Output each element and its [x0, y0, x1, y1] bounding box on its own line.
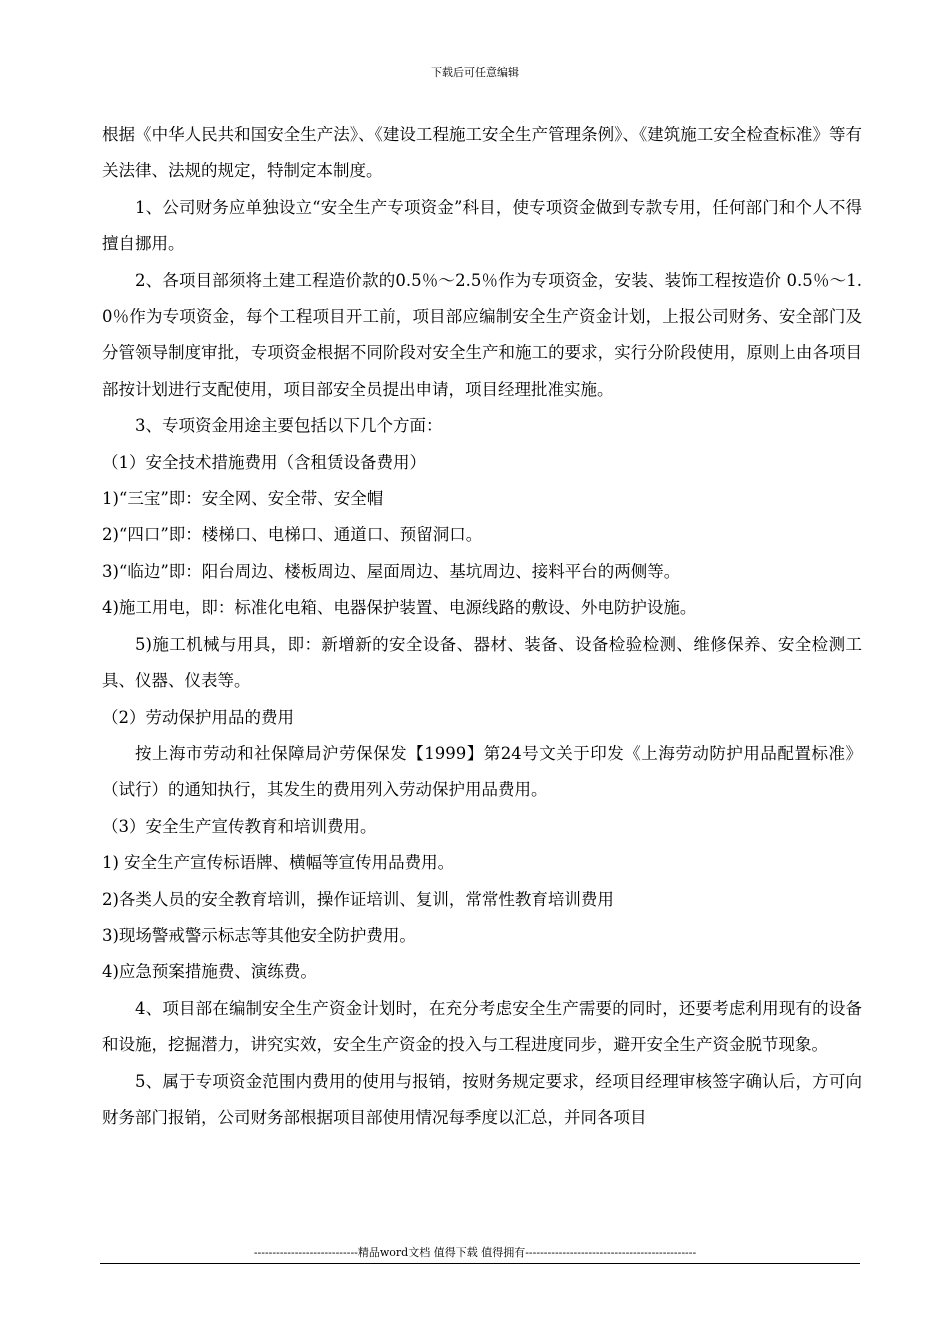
- list-item: 4)应急预案措施费、演练费。: [102, 962, 317, 982]
- list-item: 3)“临边”即：阳台周边、楼板周边、屋面周边、基坑周边、接料平台的两侧等。: [102, 561, 681, 581]
- paragraph-item-4: 4、项目部在编制安全生产资金计划时，在充分考虑安全生产需要的同时，还要考虑利用现有的设备和设施，挖掘潜力，讲究实效，安全生产资金的投入与工程进度同步，避开安全生产资金脱节现象。: [102, 998, 862, 1055]
- subheading-3: （3）安全生产宣传教育和培训费用。: [102, 816, 377, 836]
- footer-divider: [100, 1263, 860, 1264]
- document-body: [102, 117, 862, 1136]
- paragraph-labor-protection: 按上海市劳动和社保障局沪劳保保发【1999】第24号文关于印发《上海劳动防护用品配置标准》（试行）的通知执行，其发生的费用列入劳动保护用品费用。: [102, 743, 862, 800]
- list-item: 1) 安全生产宣传标语牌、横幅等宣传用品费用。: [102, 853, 455, 873]
- list-item: 1)“三宝”即：安全网、安全带、安全帽: [102, 489, 384, 509]
- list-item: 2)各类人员的安全教育培训，操作证培训、复训，常常性教育培训费用: [102, 889, 614, 909]
- list-item: 2)“四口”即：楼梯口、电梯口、通道口、预留洞口。: [102, 525, 483, 545]
- list-item: 5)施工机械与用具，即：新增新的安全设备、器材、装备、设备检验检测、维修保养、安全检测工具、仪器、仪表等。: [102, 634, 862, 691]
- paragraph-item-1: 1、公司财务应单独设立“安全生产专项资金”科目，使专项资金做到专款专用，任何部门和个人不得擅自挪用。: [102, 197, 862, 254]
- subheading-2: （2）劳动保护用品的费用: [102, 707, 294, 727]
- paragraph-item-5: 5、属于专项资金范围内费用的使用与报销，按财务规定要求，经项目经理审核签字确认后，方可向财务部门报销，公司财务部根据项目部使用情况每季度以汇总，并同各项目: [102, 1071, 862, 1127]
- paragraph-item-2: 2、各项目部须将土建工程造价款的0.5％～2.5％作为专项资金，安装、装饰工程按造价 0.5％～1.0％作为专项资金，每个工程项目开工前，项目部应编制安全生产资金计划，上报公司财务、安全部门及分管领导制度审批，专项资金根据不同阶段对安全生产和施工的要求，实行分阶段使用，原则上由各项目部按计划进行支配使用，项目部安全员提出申请，项目经理批准实施。: [102, 270, 862, 399]
- list-item: 3)现场警戒警示标志等其他安全防护费用。: [102, 925, 416, 945]
- paragraph-item-3: 3、专项资金用途主要包括以下几个方面：: [135, 416, 443, 436]
- page-footer: ----------------------------精品word文档 值得下载 值得拥有----------------------------------------------: [253, 1246, 697, 1259]
- subheading-1: （1）安全技术措施费用（含租赁设备费用）: [102, 452, 426, 472]
- list-item: 4)施工用电，即：标准化电箱、电器保护装置、电源线路的敷设、外电防护设施。: [102, 598, 697, 618]
- paragraph-intro: 根据《中华人民共和国安全生产法》、《建设工程施工安全生产管理条例》、《建筑施工安全检查标准》等有关法律、法规的规定，特制定本制度。: [102, 125, 862, 181]
- page-header: 下载后可任意编辑: [431, 66, 519, 79]
